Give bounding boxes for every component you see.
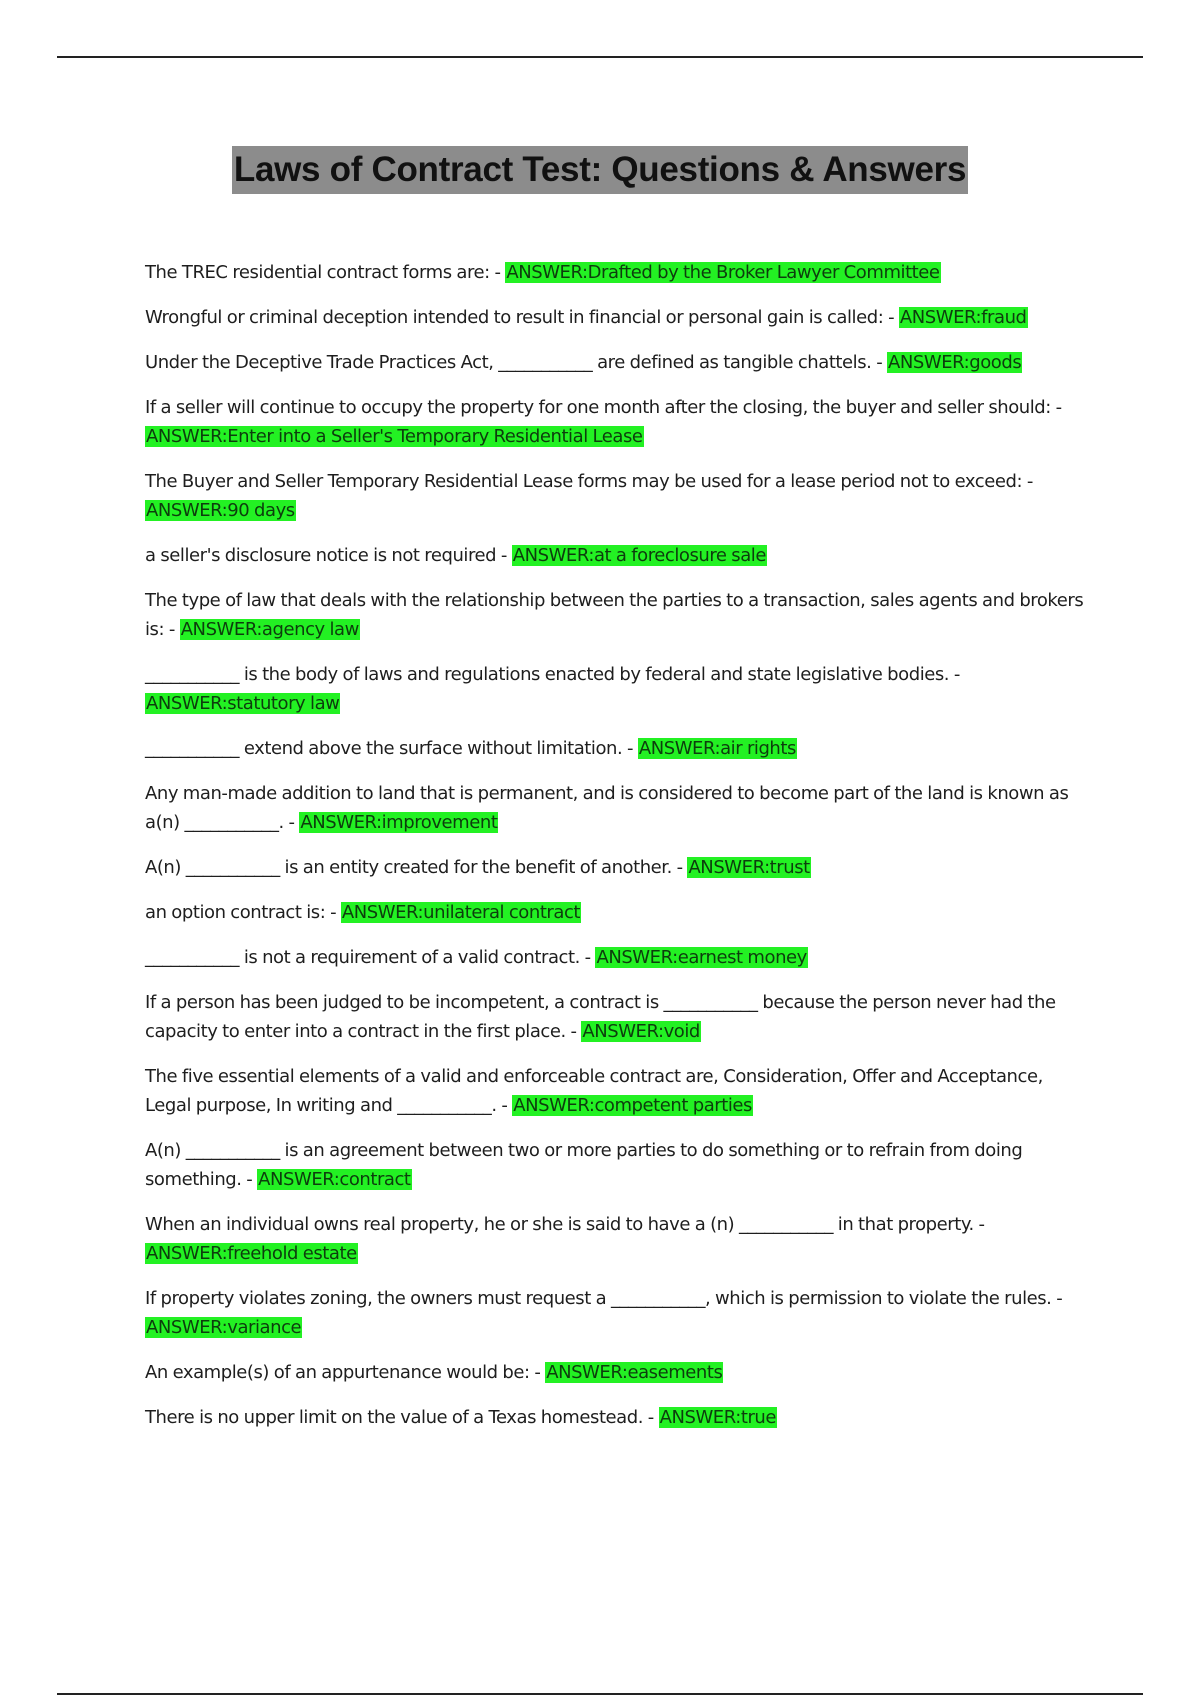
qa-item bbox=[145, 586, 1090, 644]
qa-item bbox=[145, 303, 1090, 332]
answer-highlight: ANSWER:goods bbox=[888, 352, 1022, 373]
qa-item bbox=[145, 258, 1090, 287]
qa-item bbox=[145, 734, 1090, 763]
qa-item bbox=[145, 348, 1090, 377]
answer-highlight: ANSWER:freehold estate bbox=[146, 1243, 357, 1264]
qa-item bbox=[145, 779, 1090, 837]
qa-list bbox=[145, 258, 1090, 1448]
question-text: The TREC residential contract forms are: - bbox=[145, 262, 506, 283]
answer-highlight: ANSWER:Enter into a Seller's Temporary Residential Lease bbox=[146, 426, 643, 447]
qa-item bbox=[145, 541, 1090, 570]
document-title: Laws of Contract Test: Questions & Answers bbox=[232, 146, 968, 194]
question-text: When an individual owns real property, he or she is said to have a (n) ___________ in that property. - bbox=[145, 1214, 985, 1235]
answer-highlight: ANSWER:statutory law bbox=[146, 693, 340, 714]
question-text: ___________ extend above the surface without limitation. - bbox=[145, 738, 638, 759]
answer-highlight: ANSWER:improvement bbox=[300, 812, 498, 833]
answer-highlight: ANSWER:at a foreclosure sale bbox=[512, 545, 766, 566]
title-container bbox=[0, 146, 1200, 194]
qa-item bbox=[145, 1062, 1090, 1120]
question-text: A(n) ___________ is an agreement between two or more parties to do something or to refrain from doing something. - bbox=[145, 1140, 1023, 1190]
qa-item bbox=[145, 660, 1090, 718]
answer-highlight: ANSWER:true bbox=[659, 1407, 776, 1428]
question-text: The Buyer and Seller Temporary Residential Lease forms may be used for a lease period not to exceed: - bbox=[145, 471, 1033, 492]
answer-highlight: ANSWER:trust bbox=[688, 857, 810, 878]
qa-item bbox=[145, 1358, 1090, 1387]
qa-item bbox=[145, 1210, 1090, 1268]
question-text: The five essential elements of a valid and enforceable contract are, Consideration, Offer and Acceptance, Legal purpose, In writing and ___________. - bbox=[145, 1066, 1043, 1116]
question-text: an option contract is: - bbox=[145, 902, 341, 923]
question-text: An example(s) of an appurtenance would be: - bbox=[145, 1362, 546, 1383]
qa-item bbox=[145, 1284, 1090, 1342]
qa-item bbox=[145, 898, 1090, 927]
qa-item bbox=[145, 1136, 1090, 1194]
question-text: The type of law that deals with the relationship between the parties to a transaction, sales agents and brokers is: - bbox=[145, 590, 1084, 640]
question-text: If a seller will continue to occupy the property for one month after the closing, the buyer and seller should: - bbox=[145, 397, 1062, 418]
answer-highlight: ANSWER:variance bbox=[146, 1317, 302, 1338]
answer-highlight: ANSWER:unilateral contract bbox=[341, 902, 581, 923]
answer-highlight: ANSWER:air rights bbox=[638, 738, 796, 759]
question-text: If property violates zoning, the owners must request a ___________, which is permission to violate the rules. - bbox=[145, 1288, 1063, 1309]
question-text: Any man-made addition to land that is permanent, and is considered to become part of the land is known as a(n) ___________. - bbox=[145, 783, 1069, 833]
answer-highlight: ANSWER:void bbox=[582, 1021, 700, 1042]
answer-highlight: ANSWER:earnest money bbox=[596, 947, 807, 968]
answer-highlight: ANSWER:contract bbox=[258, 1169, 411, 1190]
answer-highlight: ANSWER:fraud bbox=[899, 307, 1027, 328]
qa-item bbox=[145, 1403, 1090, 1432]
question-text: a seller's disclosure notice is not required - bbox=[145, 545, 512, 566]
answer-highlight: ANSWER:agency law bbox=[180, 619, 359, 640]
question-text: ___________ is the body of laws and regulations enacted by federal and state legislative bodies. - bbox=[145, 664, 960, 685]
answer-highlight: ANSWER:competent parties bbox=[513, 1095, 752, 1116]
answer-highlight: ANSWER:easements bbox=[546, 1362, 723, 1383]
question-text: A(n) ___________ is an entity created for the benefit of another. - bbox=[145, 857, 688, 878]
qa-item bbox=[145, 467, 1090, 525]
answer-highlight: ANSWER:Drafted by the Broker Lawyer Committee bbox=[506, 262, 940, 283]
question-text: Under the Deceptive Trade Practices Act, ___________ are defined as tangible chattels. - bbox=[145, 352, 888, 373]
question-text: There is no upper limit on the value of a Texas homestead. - bbox=[145, 1407, 659, 1428]
qa-item bbox=[145, 393, 1090, 451]
question-text: Wrongful or criminal deception intended to result in financial or personal gain is called: - bbox=[145, 307, 899, 328]
qa-item bbox=[145, 988, 1090, 1046]
question-text: ___________ is not a requirement of a valid contract. - bbox=[145, 947, 596, 968]
question-text: If a person has been judged to be incompetent, a contract is ___________ because the person never had the capacity to enter into a contract in the first place. - bbox=[145, 992, 1056, 1042]
qa-item bbox=[145, 853, 1090, 882]
qa-item bbox=[145, 943, 1090, 972]
answer-highlight: ANSWER:90 days bbox=[146, 500, 295, 521]
footer-rule bbox=[57, 1693, 1143, 1695]
header-rule bbox=[57, 56, 1143, 58]
